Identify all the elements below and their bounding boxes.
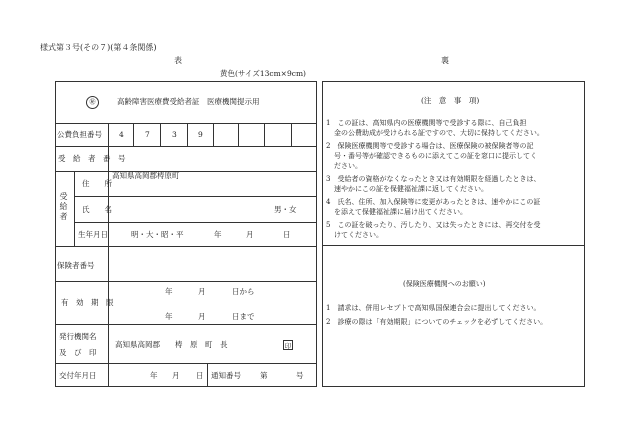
issue-month-unit: 月: [172, 371, 180, 380]
name-label: 氏 名: [82, 205, 112, 214]
validity-from: 日から: [232, 287, 255, 296]
note-line: 5 この証を破ったり、汚したり、又は失ったときには、再交付を受: [326, 221, 541, 229]
insurer-number-label: 保険者番号: [57, 261, 95, 270]
note-line: 2 保険医療機関等で受診する場合は、医療保険の被保険者等の記: [326, 142, 534, 150]
birth-era: 明・大・昭・平: [131, 230, 184, 239]
issuer-label-1: 発行機関名: [59, 332, 97, 341]
birth-date-label: 生年月日: [78, 230, 108, 239]
note-line: 金の公費助成が受けられる証ですので、大切に保持してください。: [334, 129, 544, 137]
recipient-side-label: 受給者: [59, 192, 68, 222]
card-title: 高齢障害医療費受給者証 医療機関提示用: [117, 97, 260, 106]
note-line: 速やかにこの証を保健福祉課に返してください。: [334, 185, 488, 193]
note-line: けてください。: [334, 231, 383, 239]
validity-to-month: 月: [198, 312, 206, 321]
birth-day-unit: 日: [283, 230, 291, 239]
issue-date-label: 交付年月日: [59, 371, 97, 380]
notice-number-label: 通知番号: [211, 371, 241, 380]
note-line: 4 氏名、住所、加入保険等に変更があったときは、速やかにこの証: [326, 198, 541, 206]
validity-from-year: 年: [165, 287, 173, 296]
note-line: 1 この証は、高知県内の医療機関等で受診する際に、自己負担: [326, 119, 527, 127]
request-title: (保険医療機関へのお願い): [403, 280, 486, 288]
notice-number-prefix: 第: [260, 371, 268, 380]
payer-digit: 7: [145, 130, 150, 139]
validity-to-year: 年: [165, 312, 173, 321]
note-line: ださい。: [334, 162, 362, 170]
secret-stamp: ㊙: [86, 96, 99, 109]
address-value: 高知県高岡郡梼原町: [112, 171, 180, 180]
sex-value: 男・女: [274, 205, 297, 214]
form-header: 様式第３号(その７)(第４条関係): [40, 43, 157, 52]
payer-digit: 3: [172, 130, 177, 139]
validity-to: 日まで: [232, 312, 255, 321]
notice-number-suffix: 号: [296, 371, 304, 380]
recipient-number-label: 受 給 者 番 号: [58, 154, 126, 163]
issuer-value: 高知県高岡郡 梼 原 町 長: [115, 340, 228, 349]
validity-label: 有 効 期 限: [61, 298, 114, 307]
request-line: 1 請求は、併用レセプトで高知県国保連合会に提出してください。: [326, 304, 541, 312]
payer-number-label: 公費負担番号: [57, 130, 102, 139]
back-label: 裏: [441, 56, 449, 65]
issuer-label-2: 及 び 印: [59, 348, 97, 357]
birth-month-unit: 月: [246, 230, 254, 239]
issue-year-unit: 年: [150, 371, 158, 380]
request-line: 2 診療の際は「有効期限」についてのチェックを必ずしてください。: [326, 318, 548, 326]
address-label: 住 所: [82, 179, 112, 188]
issue-day-unit: 日: [196, 371, 204, 380]
validity-from-month: 月: [198, 287, 206, 296]
note-line: 3 受給者の資格がなくなったとき又は有効期限を経過したときは、: [326, 175, 541, 183]
birth-year-unit: 年: [214, 230, 222, 239]
issuer-seal: 印: [284, 342, 292, 350]
payer-digit: 9: [198, 130, 203, 139]
color-size-note: 黄色(サイズ13cm×9cm): [220, 69, 306, 78]
note-line: 号・番号等が確認できるものに添えてこの証を窓口に提示してく: [334, 152, 537, 160]
front-label: 表: [174, 56, 182, 65]
payer-digit: 4: [119, 130, 124, 139]
note-line: を添えて保健福祉課に届け出てください。: [334, 208, 467, 216]
notes-title: (注 意 事 項): [421, 96, 480, 105]
